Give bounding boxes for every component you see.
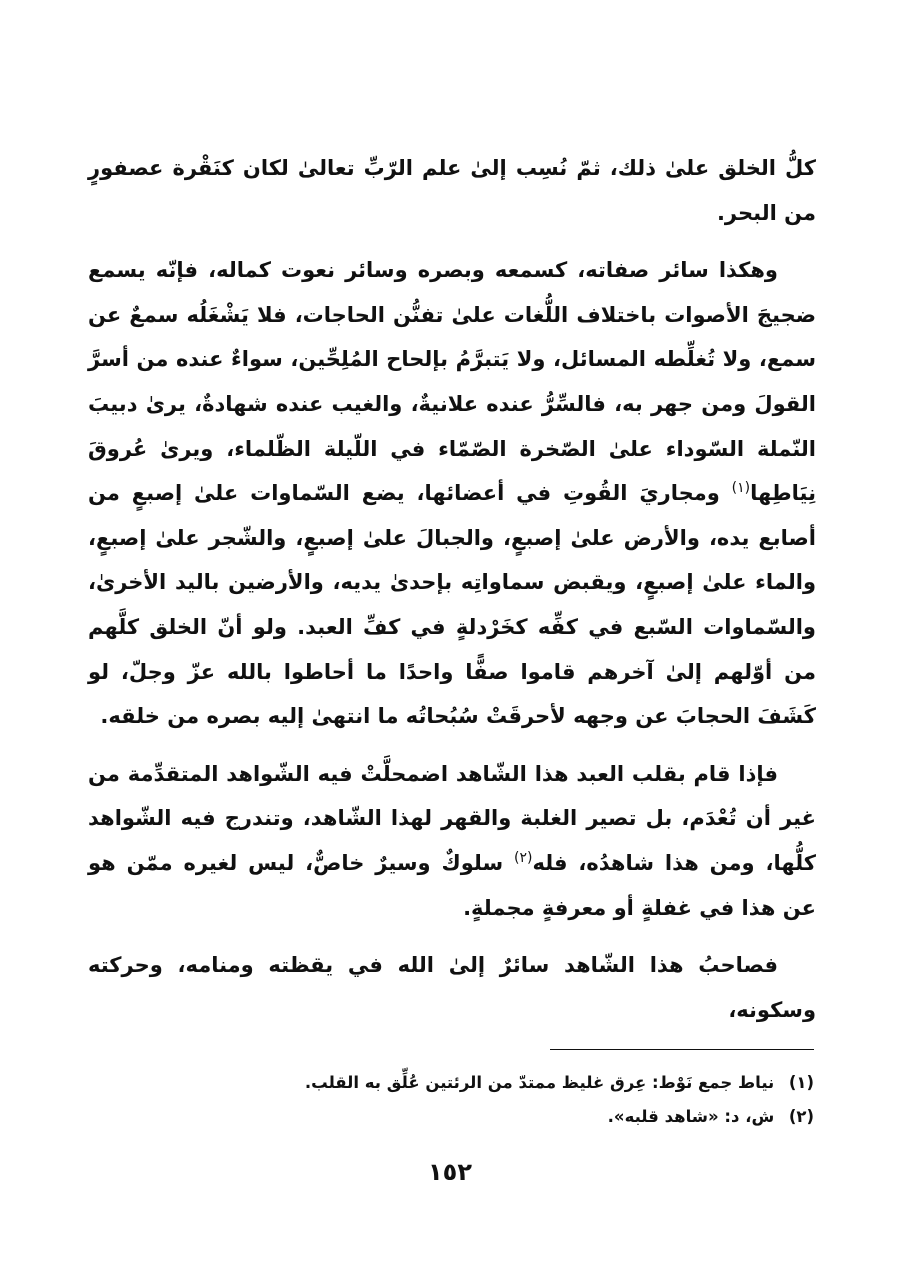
paragraph-text: ومجاريَ القُوتِ في أعضائها، يضع السّماوات علىٰ إصبعٍ من أصابع يده، والأرض علىٰ إصبعٍ، والجبالَ علىٰ إصبعٍ، والشّجر علىٰ إصبعٍ، والماء علىٰ إصبعٍ، ويقبض سماواتِه بإحدىٰ يديه، والأرضين باليد الأخرىٰ، والسّماوات السّبع في كفِّه كخَرْدلةٍ في كفِّ العبد. ولو أنّ الخلق كلَّهم من أوّلهم إلىٰ آخرهم قاموا صفًّا واحدًا ما أحاطوا بالله عزّ وجلّ، لو كَشَفَ الحجابَ عن وجهه لأحرقَتْ سُبُحاتُه ما انتهىٰ إليه بصره من خلقه. bbox=[88, 481, 816, 729]
footnote-ref-1[interactable]: (١) bbox=[731, 480, 751, 497]
paragraph-attributes bbox=[88, 248, 816, 739]
footnotes bbox=[86, 1066, 814, 1134]
footnote-text: نياط جمع نَوْط: عِرق غليظ ممتدّ من الرئتين عُلِّق به القلب. bbox=[304, 1073, 775, 1092]
footnote-1 bbox=[86, 1066, 814, 1100]
paragraph-text: فصاحبُ هذا الشّاهد سائرٌ إلىٰ الله في يقظته ومنامه، وحركته وسكونه، bbox=[88, 953, 816, 1022]
paragraph-text: فإذا قام بقلب العبد هذا الشّاهد اضمحلَّتْ فيه الشّواهد المتقدِّمة من غير أن تُعْدَم، بل تصير الغلبة والقهر لهذا الشّاهد، وتندرج فيه الشّواهد كلُّها، ومن هذا شاهدُه، فله bbox=[88, 761, 816, 875]
footnote-divider bbox=[550, 1049, 814, 1050]
footnote-2 bbox=[86, 1100, 814, 1134]
footnote-number: (٢) bbox=[788, 1107, 814, 1126]
paragraph-text: وهكذا سائر صفاته، كسمعه وبصره وسائر نعوت كماله، فإنّه يسمع ضجيجَ الأصوات باختلاف اللُّغات علىٰ تفنُّن الحاجات، فلا يَشْغَلُه سمعٌ عن سمع، ولا تُغلِّطه المسائل، ولا يَتبرَّمُ بإلحاح المُلِحِّين، سواءٌ عنده من أسرَّ القولَ ومن جهر به، فالسِّرُّ عنده علانيةٌ، والغيب عنده شهادةٌ، يرىٰ دبيبَ النّملة السّوداء علىٰ الصّخرة الصّمّاء في اللّيلة الظّلماء، ويرىٰ عُروقَ نِيَاطِها bbox=[88, 258, 816, 506]
paragraph-traveler bbox=[88, 943, 816, 1032]
paragraph-text: سلوكٌ وسيرٌ خاصٌّ، ليس لغيره ممّن هو عن هذا في غفلةٍ أو معرفةٍ مجملةٍ. bbox=[88, 850, 816, 920]
page-number: ١٥٢ bbox=[428, 1158, 472, 1186]
main-text bbox=[88, 146, 816, 1045]
footnote-ref-2[interactable]: (٢) bbox=[514, 849, 533, 866]
paragraph-witness bbox=[88, 752, 816, 930]
paragraph-text: كلُّ الخلق علىٰ ذلك، ثمّ نُسِب إلىٰ علم الرّبِّ تعالىٰ لكان كنَقْرة عصفورٍ من البحر. bbox=[88, 156, 816, 225]
footnote-text: ش، د: «شاهد قلبه». bbox=[607, 1107, 775, 1126]
paragraph-continuation bbox=[88, 146, 816, 235]
footnote-number: (١) bbox=[788, 1073, 814, 1092]
